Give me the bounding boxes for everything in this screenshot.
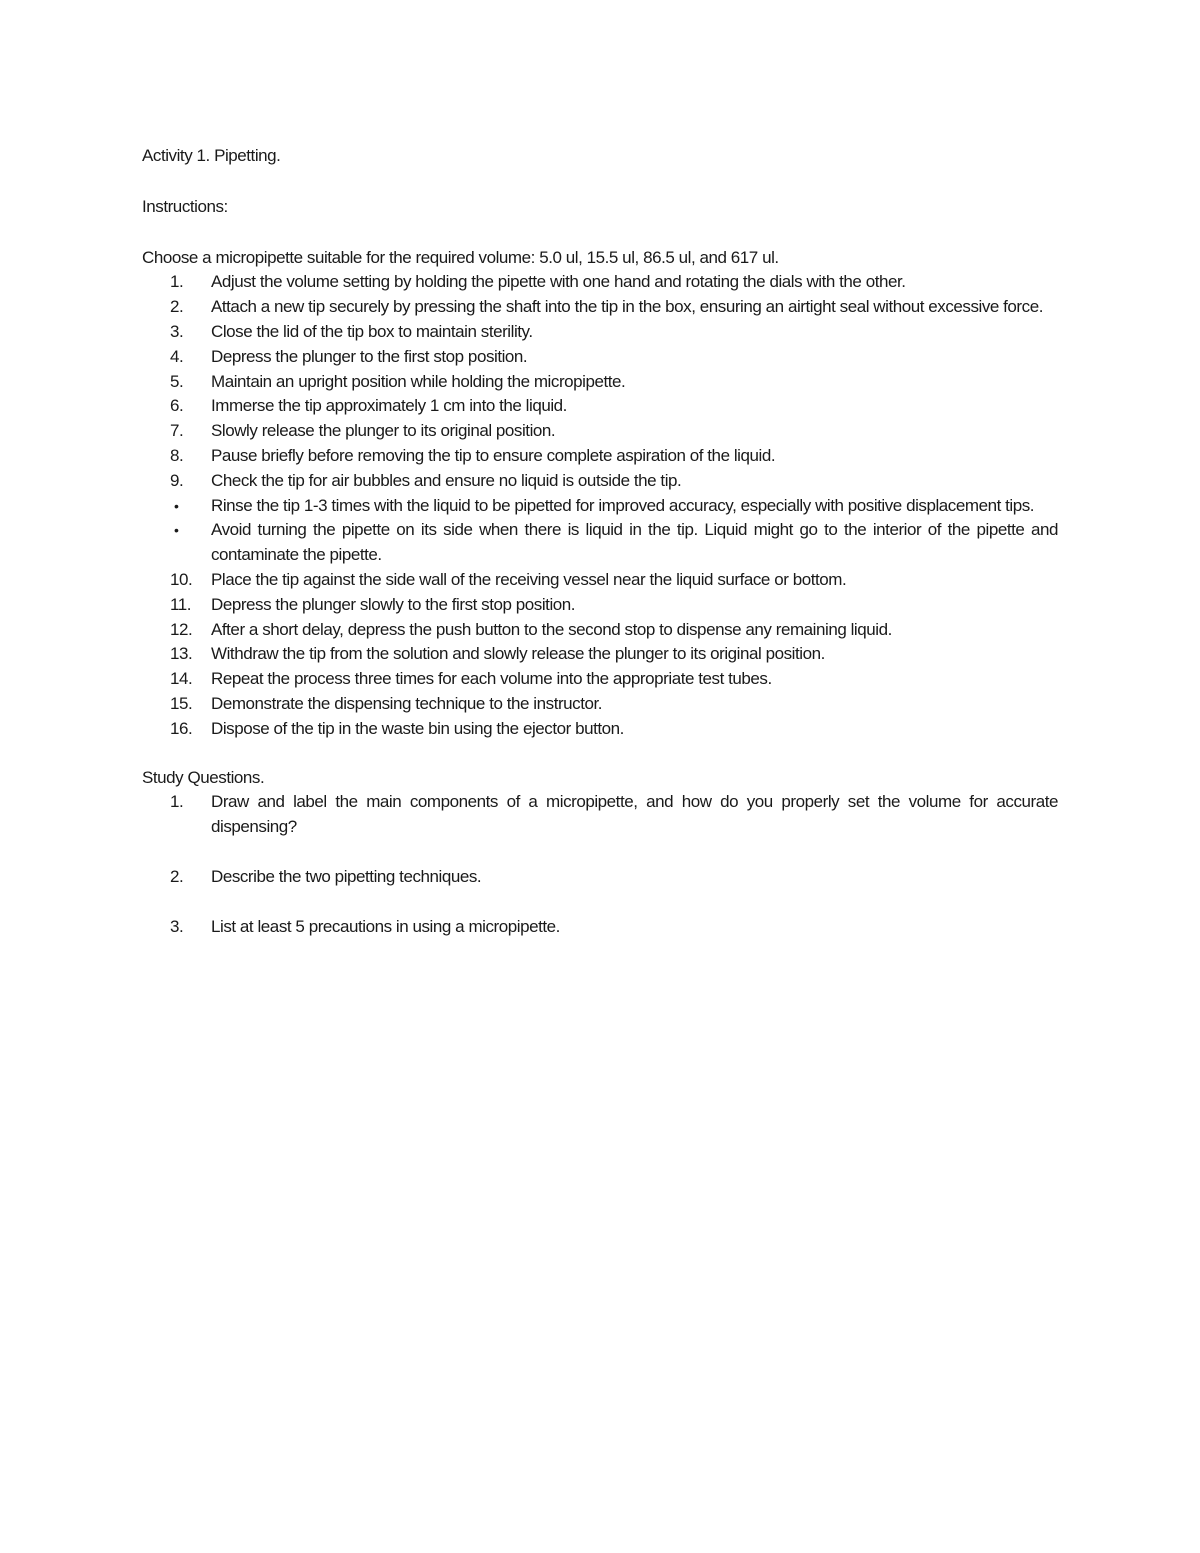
document-body [142,144,1058,940]
instruction-step-text: Check the tip for air bubbles and ensure no liquid is outside the tip. [211,470,682,490]
instruction-step [142,568,1058,593]
instruction-step [142,469,1058,494]
list-number: 10. [170,569,193,589]
instruction-step-text: Place the tip against the side wall of the receiving vessel near the liquid surface or bottom. [211,569,847,589]
instruction-step [142,494,1058,519]
instruction-step-text: Demonstrate the dispensing technique to the instructor. [211,693,603,713]
list-number: 4. [170,346,184,366]
instruction-step [142,667,1058,692]
instruction-step-text: Avoid turning the pipette on its side when there is liquid in the tip. Liquid might go to the interior of the pipette and contaminate the pipette. [211,520,1058,565]
study-question [142,865,1058,890]
instruction-step-text: Pause briefly before removing the tip to ensure complete aspiration of the liquid. [211,445,776,465]
list-number: 8. [170,445,184,465]
list-number: 2. [170,297,184,317]
instruction-step [142,518,1058,568]
study-question-text: Describe the two pipetting techniques. [211,866,482,886]
list-number: 12. [170,619,193,639]
study-question-text: Draw and label the main components of a micropipette, and how do you properly set the volume for accurate dispensing? [211,792,1058,837]
study-question-text: List at least 5 precautions in using a micropipette. [211,916,560,936]
instruction-step [142,593,1058,618]
instruction-step-text: After a short delay, depress the push button to the second stop to dispense any remaining liquid. [211,619,892,639]
instruction-step-text: Maintain an upright position while holding the micropipette. [211,371,626,391]
list-number: 15. [170,693,193,713]
instruction-step [142,642,1058,667]
list-number: 2. [170,866,184,886]
instruction-step [142,692,1058,717]
instruction-step [142,320,1058,345]
instruction-step [142,419,1058,444]
instruction-step-text: Immerse the tip approximately 1 cm into the liquid. [211,396,567,416]
list-number: 7. [170,421,184,441]
instruction-step-text: Withdraw the tip from the solution and slowly release the plunger to its original position. [211,644,825,664]
instruction-step [142,345,1058,370]
list-number: 14. [170,669,193,689]
bullet-marker: • [174,497,179,514]
instruction-step [142,394,1058,419]
instruction-step-text: Dispose of the tip in the waste bin using the ejector button. [211,718,624,738]
list-number: 13. [170,644,193,664]
instruction-step-text: Attach a new tip securely by pressing the shaft into the tip in the box, ensuring an airtight seal without excessive force. [211,297,1043,317]
instruction-step-text: Depress the plunger slowly to the first stop position. [211,594,576,614]
list-number: 11. [170,594,192,614]
list-number: 1. [170,792,184,812]
list-number: 9. [170,470,184,490]
instruction-steps-list [142,270,1058,741]
study-questions-heading: Study Questions. [142,767,265,787]
instruction-step [142,717,1058,742]
list-number: 3. [170,916,184,936]
study-question [142,915,1058,940]
study-question [142,790,1058,840]
instructions-intro: Choose a micropipette suitable for the required volume: 5.0 ul, 15.5 ul, 86.5 ul, and 617 ul. [142,247,779,267]
activity-title: Activity 1. Pipetting. [142,146,281,165]
question-spacer [142,890,1058,915]
list-number: 5. [170,371,184,391]
instruction-step-text: Close the lid of the tip box to maintain sterility. [211,321,533,341]
instruction-step-text: Depress the plunger to the first stop position. [211,346,528,366]
list-number: 1. [170,272,184,292]
instructions-heading: Instructions: [142,196,228,216]
instruction-step-text: Adjust the volume setting by holding the pipette with one hand and rotating the dials with the other. [211,272,906,292]
instruction-step-text: Slowly release the plunger to its original position. [211,421,556,441]
instruction-step [142,370,1058,395]
question-spacer [142,840,1058,865]
list-number: 6. [170,396,184,416]
list-number: 16. [170,718,193,738]
study-questions-list [142,790,1058,939]
instruction-step [142,618,1058,643]
instruction-step [142,444,1058,469]
instruction-step [142,270,1058,295]
list-number: 3. [170,321,184,341]
bullet-marker: • [174,522,179,539]
instruction-step [142,295,1058,320]
instruction-step-text: Rinse the tip 1-3 times with the liquid to be pipetted for improved accuracy, especially with positive displacement tips. [211,495,1035,515]
instruction-step-text: Repeat the process three times for each volume into the appropriate test tubes. [211,669,772,689]
